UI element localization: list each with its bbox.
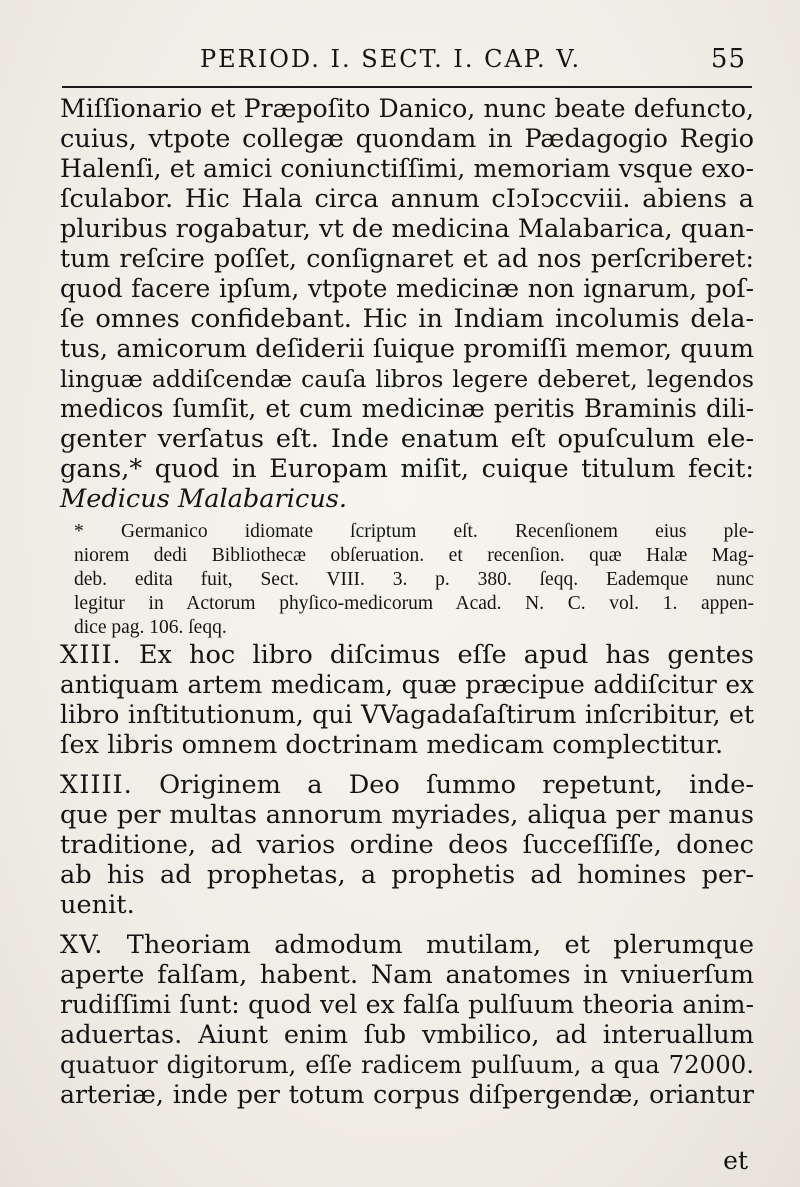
footnote-line: deb. edita fuit, Sect. VIII. 3. p. 380. ſeqq. Eademque nunc [74, 569, 754, 590]
text-line: Theoriam admodum mutilam, et plerumque [126, 930, 755, 960]
text-line: Miſſionario et Præpoſito Danico, nunc beate defuncto, [60, 94, 754, 123]
section-xiii [40, 640, 754, 760]
footnote-line: * Germanico idiomate ſcriptum eſt. Recenſionem eius ple- [74, 521, 754, 542]
text-line: quatuor digitorum, eſſe radicem pulſuum, a qua 72000. [60, 1050, 754, 1079]
running-head [40, 44, 754, 86]
page-number: 55 [710, 44, 746, 74]
section-number: XV. [60, 930, 104, 960]
text-line: libro inſtitutionum, qui VVagadaſaſtirum inſcribitur, et [60, 700, 754, 729]
text-line: aperte falſam, habent. Nam anatomes in vniuerſum [60, 960, 754, 990]
text-line: genter verſatus eſt. Inde enatum eſt opuſculum ele- [60, 424, 754, 454]
text-line: uenit. [60, 890, 135, 920]
text-line: rudiſſimi ſunt: quod vel ex falſa pulſuum theoria anim- [60, 990, 754, 1019]
footnote [40, 520, 754, 640]
text-line: traditione, ad varios ordine deos ſucceſſiſſe, donec [60, 830, 754, 860]
section-xiiii [40, 770, 754, 920]
text-line: cuius, vtpote collegæ quondam in Pædagogio Regio [60, 124, 754, 154]
text-line: pluribus rogabatur, vt de medicina Malabarica, quan- [60, 214, 755, 244]
text-line: Ex hoc libro diſcimus eſſe apud has gentes [138, 640, 755, 670]
section-xv [40, 930, 754, 1110]
section-number: XIII. [60, 640, 122, 670]
footnote-line: dice pag. 106. ſeqq. [74, 617, 227, 638]
running-head-title: PERIOD. I. SECT. I. CAP. V. [200, 45, 582, 73]
text-line: ſex libris omnem doctrinam medicam complectitur. [60, 730, 724, 760]
text-line: Halenſi, et amici coniunctiſſimi, memoriam vsque exo- [60, 154, 754, 183]
catchword: et [723, 1146, 748, 1175]
text-line: ſe omnes confidebant. Hic in Indiam incolumis dela- [60, 304, 754, 334]
text-line: antiquam artem medicam, quæ præcipue addiſcitur ex [60, 670, 754, 699]
text-line: linguæ addiſcendæ cauſa libros legere deberet, legendos [60, 365, 754, 393]
section-number: XIIII. [60, 770, 133, 800]
text-line: tum reſcire poſſet, conſignaret et ad nos perſcriberet: [60, 244, 754, 273]
text-line: ab his ad prophetas, a prophetis ad homines per- [60, 860, 754, 890]
header-rule [62, 86, 752, 88]
page-body [40, 94, 754, 1110]
text-line: ſculabor. Hic Hala circa annum cIↄIↄccviii. abiens a [60, 184, 754, 214]
text-line: que per multas annorum myriades, aliqua per manus [60, 800, 754, 830]
book-title-line: Medicus Malabaricus. [60, 484, 348, 514]
text-line: quod facere ipſum, vtpote medicinæ non ignarum, poſ- [60, 274, 754, 303]
footnote-line: niorem dedi Bibliothecæ obſeruation. et recenſion. quæ Halæ Mag- [74, 545, 754, 566]
text-line: medicos ſumſit, et cum medicinæ peritis Braminis dili- [60, 394, 754, 423]
text-line: Originem a Deo ſummo repetunt, inde- [159, 770, 754, 800]
text-line: gans,* quod in Europam miſit, cuique titulum fecit: [60, 454, 754, 484]
text-line: arteriæ, inde per totum corpus diſpergendæ, oriantur [60, 1080, 754, 1109]
intro-paragraph [40, 94, 754, 514]
text-line: aduertas. Aiunt enim ſub vmbilico, ad interuallum [60, 1020, 754, 1050]
footnote-line: legitur in Actorum phyſico-medicorum Acad. N. C. vol. 1. appen- [74, 593, 754, 614]
text-line: tus, amicorum deſiderii ſuique promiſſi memor, quum [60, 334, 754, 364]
